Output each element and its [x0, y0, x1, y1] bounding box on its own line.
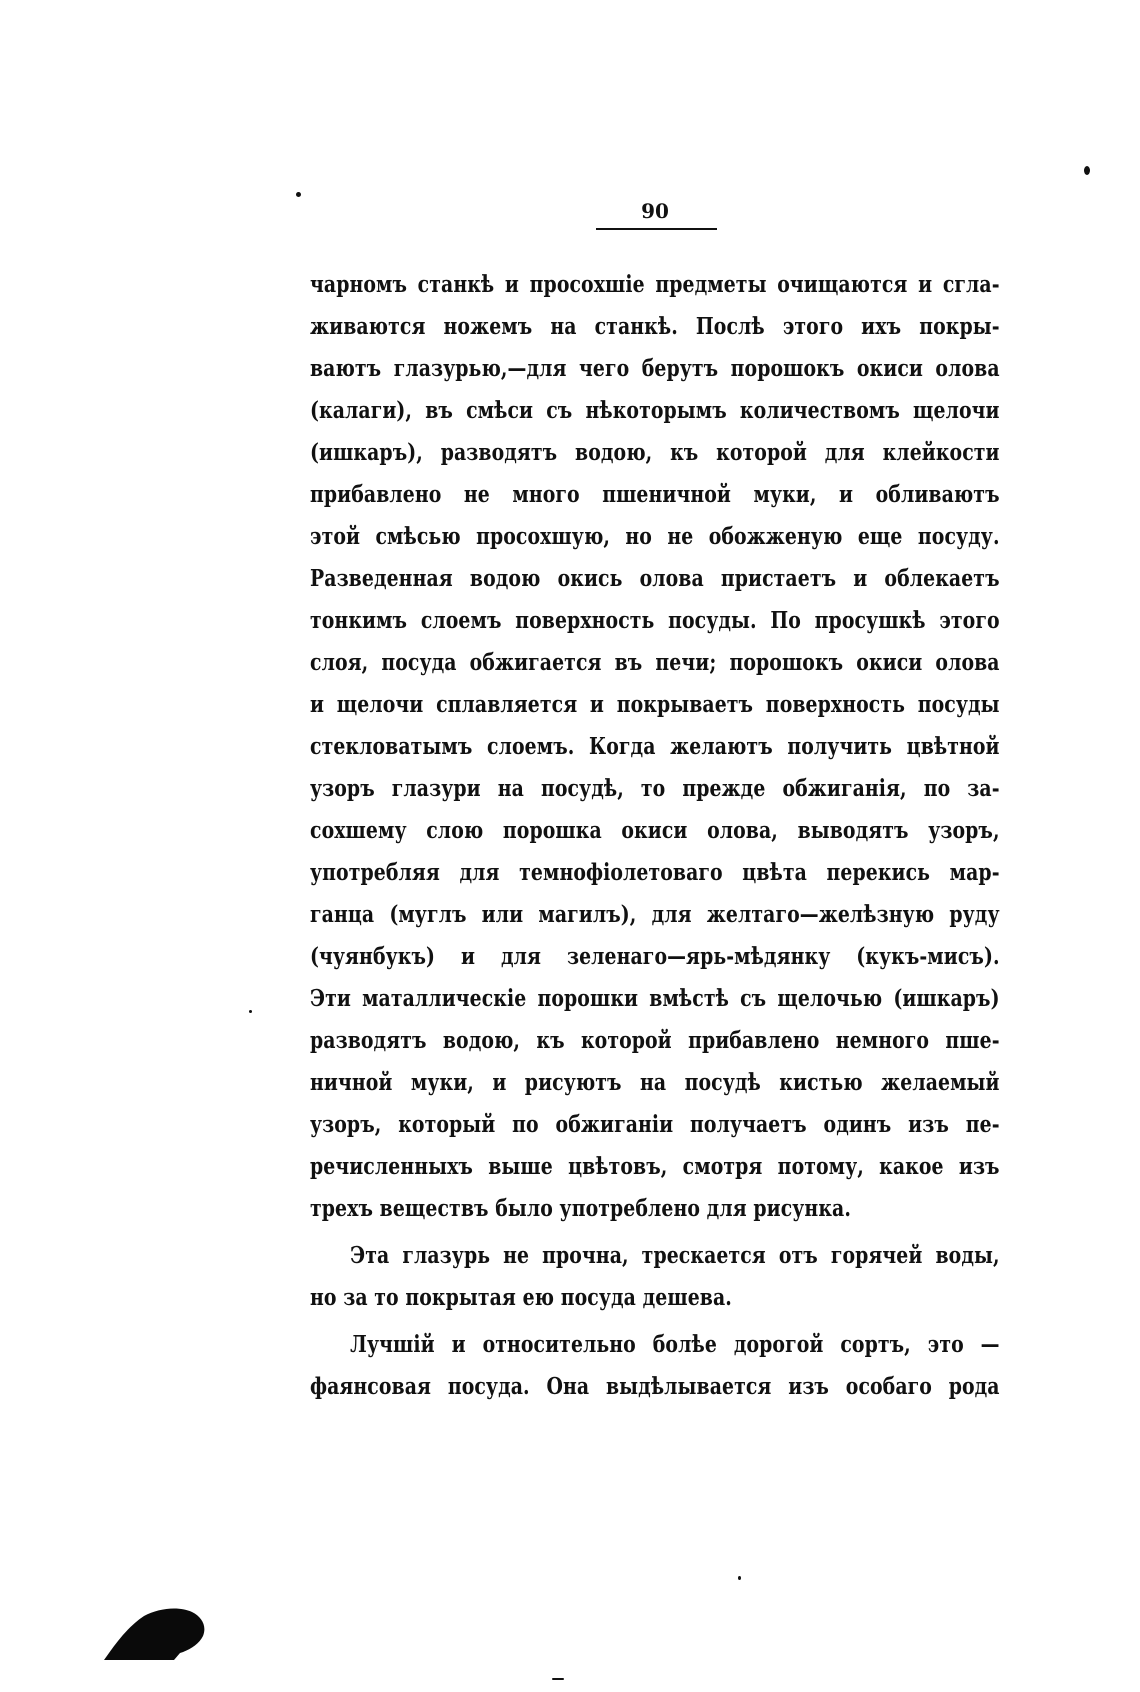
text-line: ничной муки, и рисуютъ на посудѣ кистью желаемый — [310, 1069, 1000, 1096]
scan-speck — [1084, 166, 1090, 175]
text-line: ваютъ глазурью,—для чего берутъ порошокъ окиси олова — [310, 355, 1000, 382]
text-line: сохшему слою порошка окиси олова, выводятъ узоръ, — [310, 817, 1000, 844]
text-line: чарномъ станкѣ и просохшіе предметы очищаются и сгла- — [310, 271, 1000, 298]
page-number-rule — [596, 228, 717, 230]
text-line: употребляя для темнофіолетоваго цвѣта перекись мар- — [310, 859, 1000, 886]
text-line: прибавлено не много пшеничной муки, и обливаютъ — [310, 481, 1000, 508]
text-line: стекловатымъ слоемъ. Когда желаютъ получить цвѣтной — [310, 733, 1000, 760]
text-line: (ишкаръ), разводятъ водою, къ которой для клейкости — [310, 439, 1000, 466]
scan-speck — [296, 192, 301, 197]
text-line: этой смѣсью просохшую, но не обожженую еще посуду. — [310, 523, 1000, 550]
scan-speck — [249, 1010, 252, 1013]
text-line: но за то покрытая ею посуда дешева. — [310, 1284, 732, 1311]
ink-blot — [104, 1606, 206, 1660]
page-number: 90 — [641, 199, 669, 223]
text-line: тонкимъ слоемъ поверхность посуды. По просушкѣ этого — [310, 607, 1000, 634]
scan-speck — [552, 1678, 564, 1680]
text-line: речисленныхъ выше цвѣтовъ, смотря потому, какое изъ — [310, 1153, 1000, 1180]
text-line: Эти маталлическіе порошки вмѣстѣ съ щелочью (ишкаръ) — [310, 985, 1000, 1012]
text-line: Эта глазурь не прочна, трескается отъ горячей воды, — [350, 1242, 1000, 1269]
text-line: (чуянбукъ) и для зеленаго—ярь-мѣдянку (кукъ-мисъ). — [310, 943, 1000, 970]
text-line: живаются ножемъ на станкѣ. Послѣ этого ихъ покры- — [310, 313, 1000, 340]
text-line: разводятъ водою, къ которой прибавлено немного пше- — [310, 1027, 1000, 1054]
scan-speck — [738, 1576, 741, 1580]
text-line: трехъ веществъ было употреблено для рисунка. — [310, 1195, 851, 1222]
text-line: (калаги), въ смѣси съ нѣкоторымъ количествомъ щелочи — [310, 397, 1000, 424]
text-line: слоя, посуда обжигается въ печи; порошокъ окиси олова — [310, 649, 1000, 676]
text-line: Лучшій и относительно болѣе дорогой сортъ, это — — [350, 1331, 1000, 1358]
text-line: узоръ глазури на посудѣ, то прежде обжиганія, по за- — [310, 775, 1000, 802]
body-text — [310, 264, 1000, 1408]
text-line: ганца (муглъ или магилъ), для желтаго—желѣзную руду — [310, 901, 1000, 928]
text-line: и щелочи сплавляется и покрываетъ поверхность посуды — [310, 691, 1000, 718]
text-line: фаянсовая посуда. Она выдѣлывается изъ особаго рода — [310, 1373, 1000, 1400]
text-line: Разведенная водою окись олова пристаетъ и облекаетъ — [310, 565, 1000, 592]
text-line: узоръ, который по обжиганіи получаетъ одинъ изъ пе- — [310, 1111, 1000, 1138]
